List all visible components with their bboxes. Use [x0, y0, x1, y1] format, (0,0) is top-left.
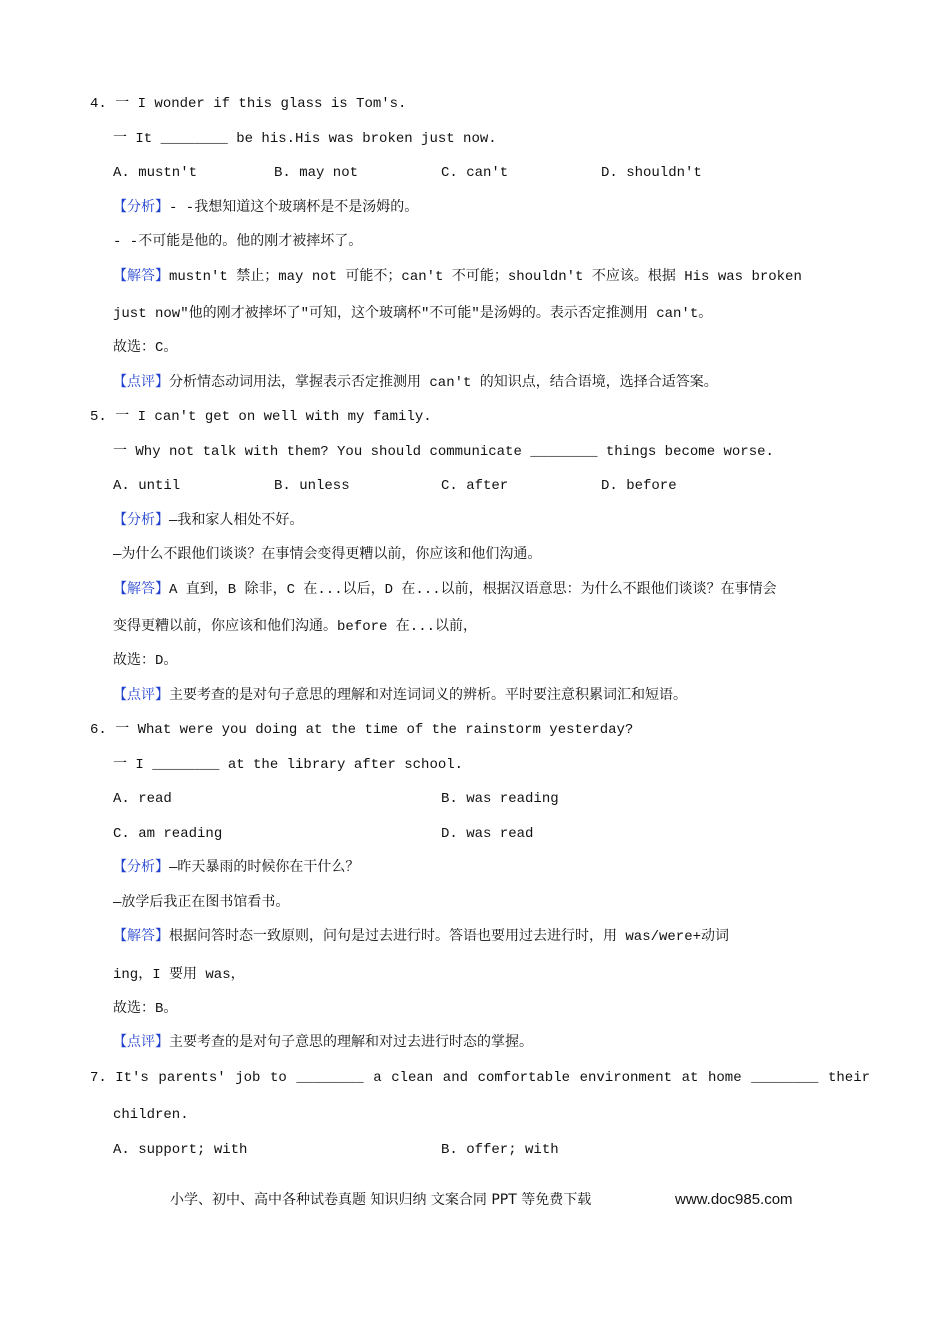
- option-c: C. can't: [441, 165, 509, 181]
- comment-label: 【点评】: [113, 688, 169, 704]
- option-c: C. after: [441, 478, 509, 494]
- question-stem-2: 一 I ________ at the library after school.: [113, 757, 464, 773]
- option-a: A. mustn't: [113, 165, 198, 181]
- question-stem-2: 一 It ________ be his.His was broken just now.: [113, 131, 497, 147]
- question-number: 5.: [90, 409, 107, 425]
- comment-text: 主要考查的是对句子意思的理解和对连词词义的辨析。平时要注意积累词汇和短语。: [169, 688, 687, 704]
- option-b: B. may not: [274, 165, 359, 181]
- analysis-text: —为什么不跟他们谈谈？在事情会变得更糟以前，你应该和他们沟通。: [113, 547, 542, 563]
- footer-text: 小学、初中、高中各种试卷真题 知识归纳 文案合同 PPT 等免费下载: [170, 1192, 592, 1208]
- option-d: D. was read: [441, 826, 534, 842]
- analysis-text: —放学后我正在图书馆看书。: [113, 895, 290, 911]
- question-stem: 一 What were you doing at the time of the rainstorm yesterday?: [115, 722, 634, 738]
- answer-text: ing，I 要用 was，: [113, 967, 245, 983]
- option-a: A. support; with: [113, 1142, 248, 1158]
- option-d: D. shouldn't: [601, 165, 702, 181]
- comment-label: 【点评】: [113, 375, 169, 391]
- answer-text: 变得更糟以前，你应该和他们沟通。before 在...以前，: [113, 619, 478, 635]
- question-stem-2: 一 Why not talk with them? You should communicate ________ things become worse.: [113, 444, 774, 460]
- answer-text: mustn't 禁止；may not 可能不；can't 不可能；shouldn't 不应该。根据 His was broken: [169, 269, 802, 285]
- question-stem: It's parents' job to ________ a clean and comfortable environment at home ________ their: [115, 1070, 870, 1086]
- answer-text: just now"他的刚才被摔坏了"可知，这个玻璃杯"不可能"是汤姆的。表示否定推测用 can't。: [113, 306, 713, 322]
- answer-label: 【解答】: [113, 582, 169, 598]
- choice-text: 故选：D。: [113, 653, 178, 669]
- option-b: B. offer; with: [441, 1142, 559, 1158]
- analysis-label: 【分析】: [113, 200, 169, 216]
- option-b: B. unless: [274, 478, 350, 494]
- option-d: D. before: [601, 478, 677, 494]
- choice-text: 故选：C。: [113, 340, 178, 356]
- analysis-text: - -不可能是他的。他的刚才被摔坏了。: [113, 234, 363, 250]
- answer-text: 根据问答时态一致原则，问句是过去进行时。答语也要用过去进行时，用 was/were+动词: [169, 929, 730, 945]
- question-number: 6.: [90, 722, 107, 738]
- option-a: A. read: [113, 791, 172, 807]
- option-a: A. until: [113, 478, 181, 494]
- comment-label: 【点评】: [113, 1035, 169, 1051]
- footer-url[interactable]: www.doc985.com: [675, 1191, 793, 1208]
- analysis-text: —昨天暴雨的时候你在干什么？: [169, 860, 360, 876]
- answer-label: 【解答】: [113, 929, 169, 945]
- analysis-text: —我和家人相处不好。: [169, 513, 304, 529]
- question-number: 4.: [90, 96, 107, 112]
- analysis-label: 【分析】: [113, 513, 169, 529]
- answer-text: A 直到，B 除非，C 在...以后，D 在...以前，根据汉语意思：为什么不跟他们谈谈？在事情会: [169, 582, 777, 598]
- question-stem: 一 I can't get on well with my family.: [115, 409, 432, 425]
- answer-label: 【解答】: [113, 269, 169, 285]
- analysis-label: 【分析】: [113, 860, 169, 876]
- choice-text: 故选：B。: [113, 1001, 178, 1017]
- question-stem: 一 I wonder if this glass is Tom's.: [115, 96, 407, 112]
- option-c: C. am reading: [113, 826, 223, 842]
- question-number: 7.: [90, 1070, 107, 1086]
- comment-text: 分析情态动词用法，掌握表示否定推测用 can't 的知识点，结合语境，选择合适答案。: [169, 375, 718, 391]
- option-b: B. was reading: [441, 791, 559, 807]
- question-stem-2: children.: [113, 1107, 189, 1123]
- analysis-text: - -我想知道这个玻璃杯是不是汤姆的。: [169, 200, 419, 216]
- comment-text: 主要考查的是对句子意思的理解和对过去进行时态的掌握。: [169, 1035, 533, 1051]
